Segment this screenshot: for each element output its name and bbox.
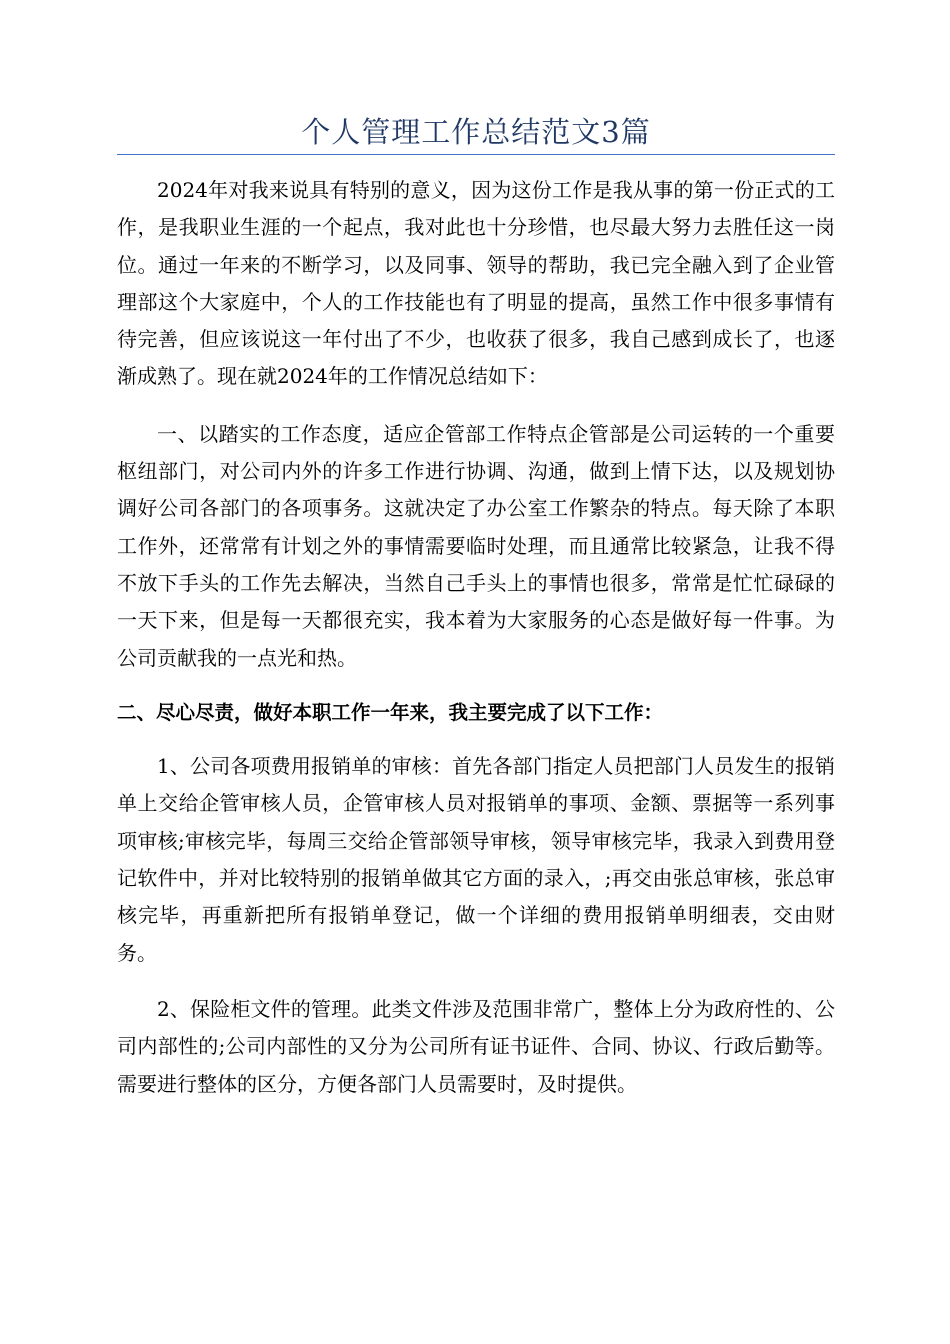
section-heading-two: 二、尽心尽责，做好本职工作一年来，我主要完成了以下工作： bbox=[117, 700, 664, 724]
title-underline bbox=[117, 154, 835, 155]
paragraph-item-one: 1、公司各项费用报销单的审核：首先各部门指定人员把部门人员发生的报销单上交给企管审核人员，企管审核人员对报销单的事项、金额、票据等一系列事项审核;审核完毕，每周三交给企管部领导审核，领导审核完毕，我录入到费用登记软件中，并对比较特别的报销单做其它方面的录入，;再交由张总审核，张总审核完毕，再重新把所有报销单登记，做一个详细的费用报销单明细表，交由财务。 bbox=[117, 754, 835, 965]
document-body bbox=[117, 172, 835, 1123]
paragraph-intro: 2024年对我来说具有特别的意义，因为这份工作是我从事的第一份正式的工作，是我职业生涯的一个起点，我对此也十分珍惜，也尽最大努力去胜任这一岗位。通过一年来的不断学习，以及同事、领导的帮助，我已完全融入到了企业管理部这个大家庭中，个人的工作技能也有了明显的提高，虽然工作中很多事情有待完善，但应该说这一年付出了不少，也收获了很多，我自己感到成长了，也逐渐成熟了。现在就2024年的工作情况总结如下： bbox=[117, 178, 835, 389]
document-title: 个人管理工作总结范文3篇 bbox=[301, 115, 651, 149]
paragraph-item-two: 2、保险柜文件的管理。此类文件涉及范围非常广，整体上分为政府性的、公司内部性的;公司内部性的又分为公司所有证书证件、合同、协议、行政后勤等。需要进行整体的区分，方便各部门人员需要时，及时提供。 bbox=[117, 996, 835, 1096]
paragraph-section-one: 一、以踏实的工作态度，适应企管部工作特点企管部是公司运转的一个重要枢纽部门，对公司内外的许多工作进行协调、沟通，做到上情下达，以及规划协调好公司各部门的各项事务。这就决定了办公室工作繁杂的特点。每天除了本职工作外，还常常有计划之外的事情需要临时处理，而且通常比较紧急，让我不得不放下手头的工作先去解决，当然自己手头上的事情也很多，常常是忙忙碌碌的一天下来，但是每一天都很充实，我本着为大家服务的心态是做好每一件事。为公司贡献我的一点光和热。 bbox=[117, 421, 835, 670]
